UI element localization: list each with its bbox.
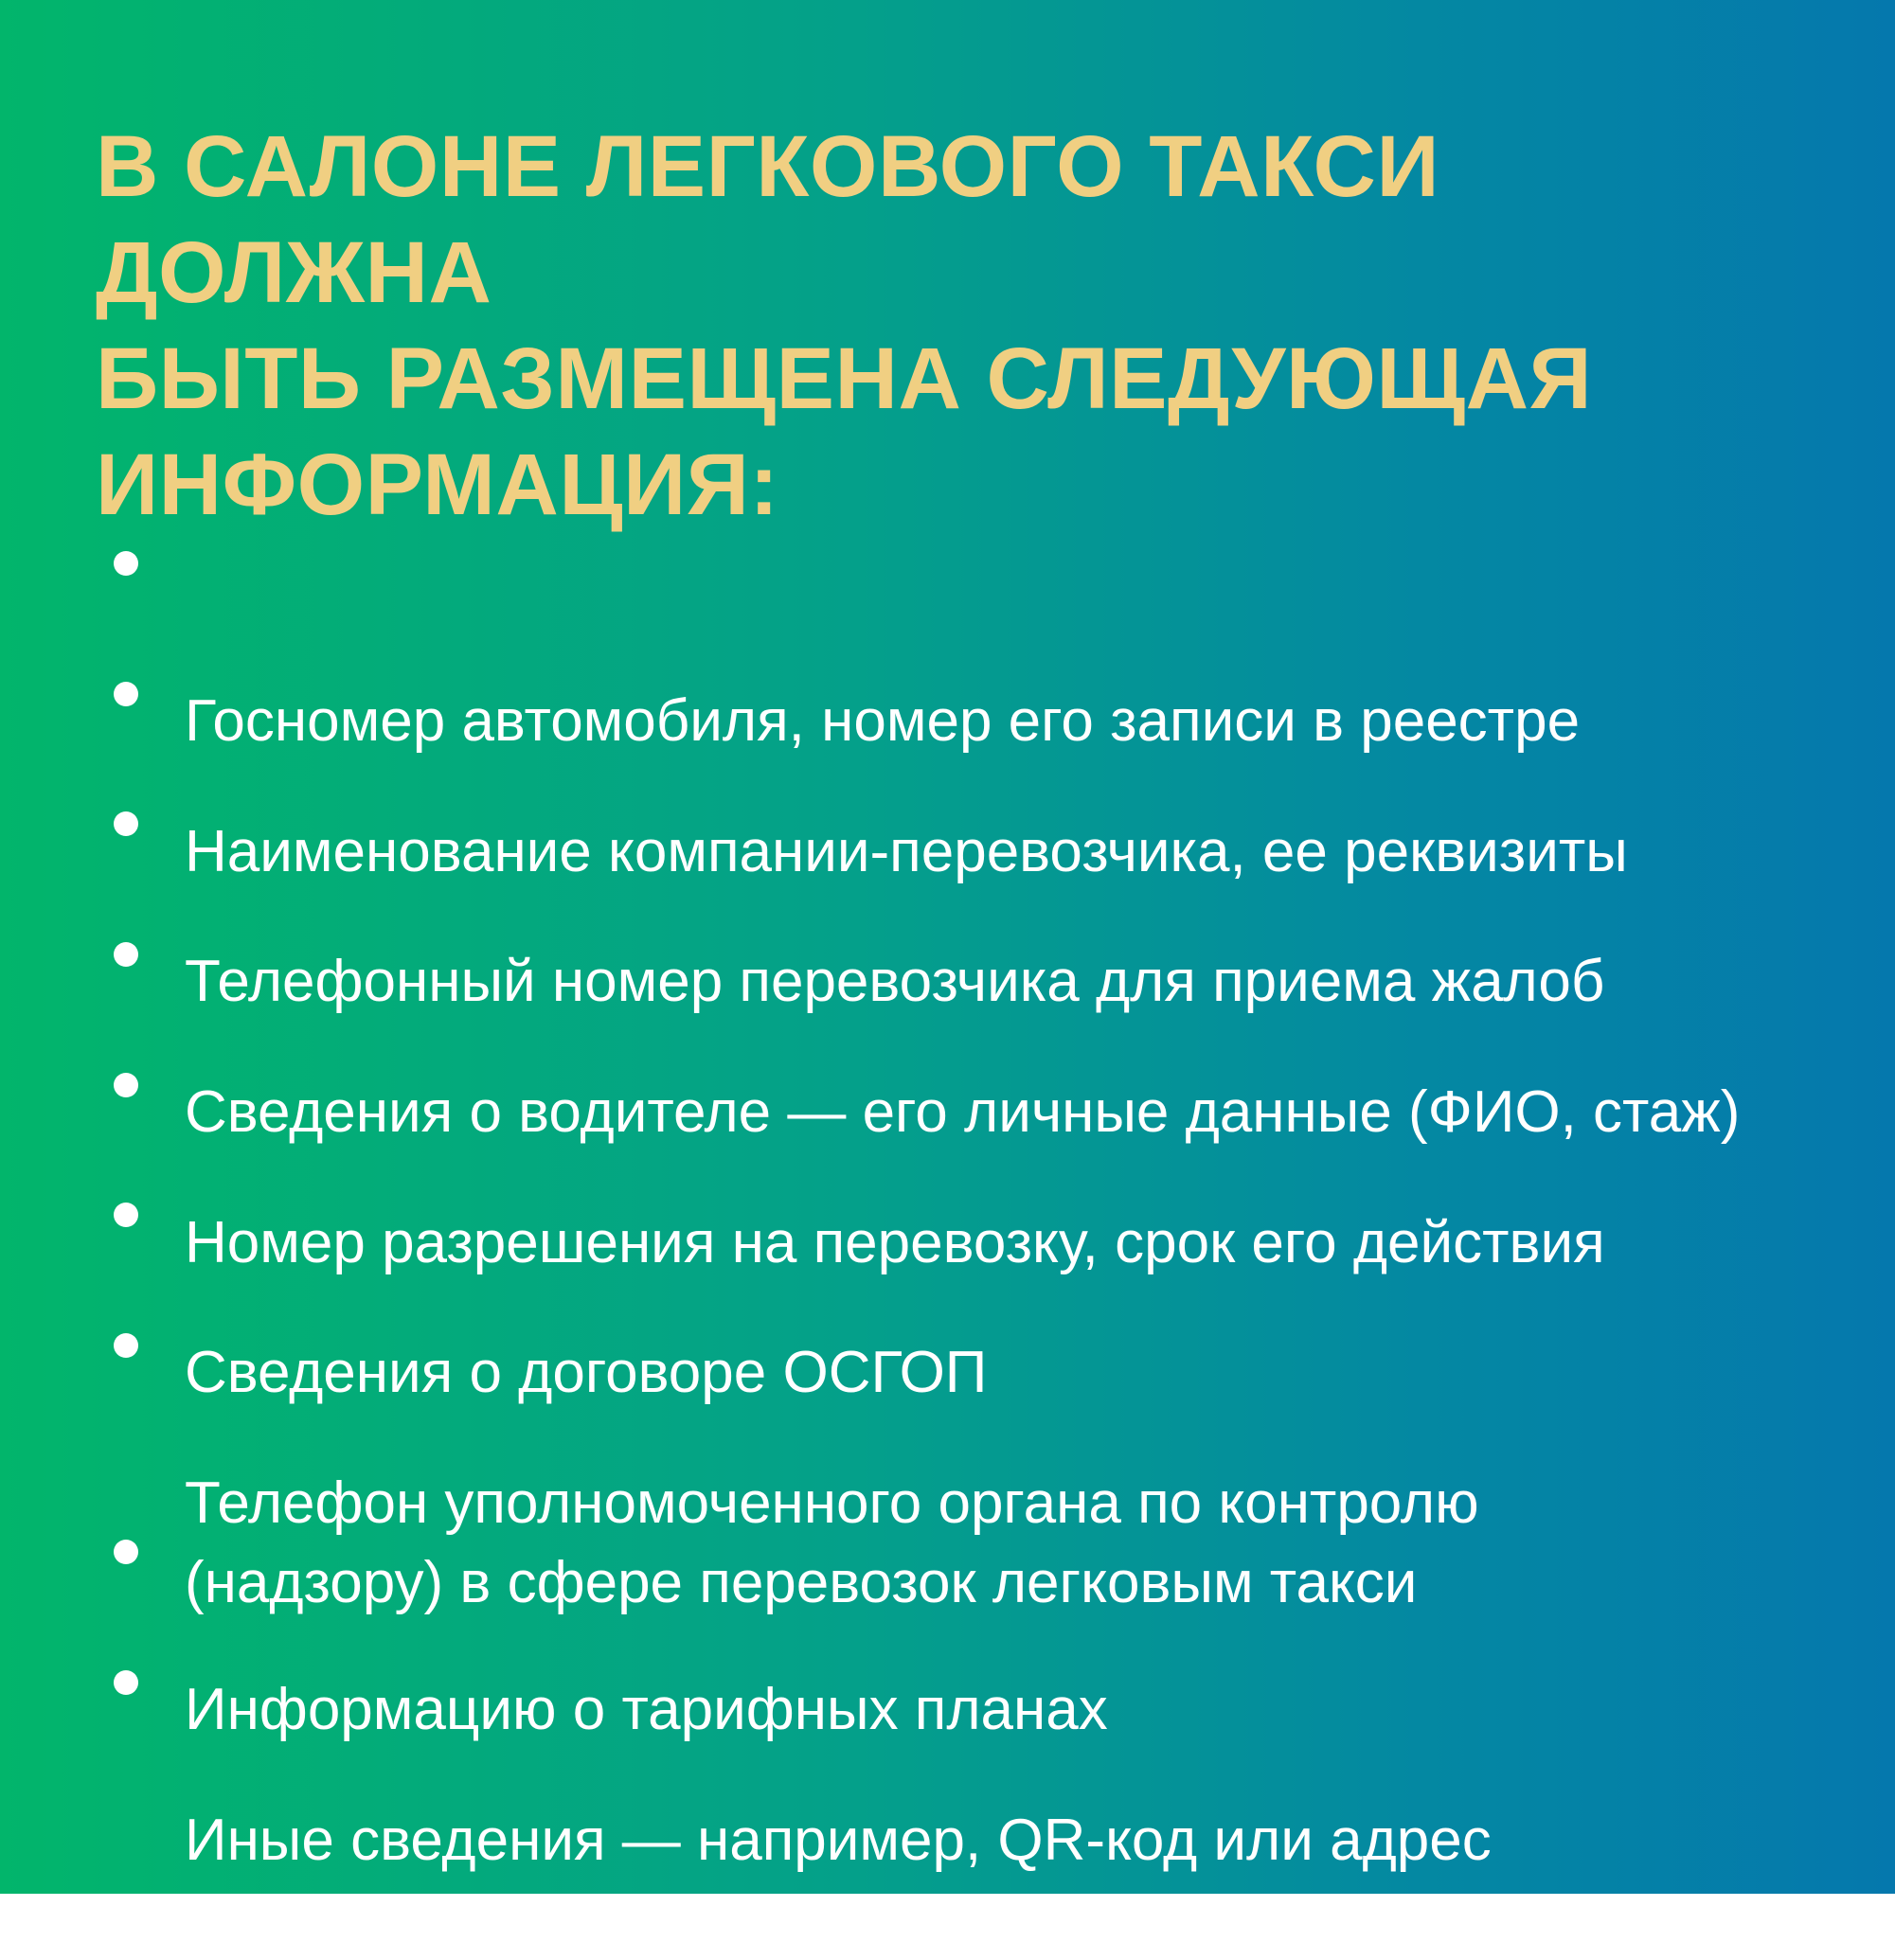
list-item-text: Телефонный номер перевозчика для приема жалоб xyxy=(185,949,1605,1014)
bullet-dot-icon xyxy=(114,1540,138,1564)
list-item-text: Сведения о водителе — его личные данные (ФИО, стаж) xyxy=(185,1079,1741,1145)
list-item-text: Госномер автомобиля, номер его записи в реестре xyxy=(185,688,1581,754)
bullet-dot-icon xyxy=(114,811,138,836)
list-item-text: Номер разрешения на перевозку, срок его действия xyxy=(185,1210,1605,1275)
bullet-dot-icon xyxy=(114,551,138,576)
list-item-text: Информацию о тарифных планах xyxy=(185,1677,1108,1742)
bullet-dot-icon xyxy=(114,682,138,706)
bullet-dot-icon xyxy=(114,1333,138,1358)
list-item-text: Телефон уполномоченного органа по контролю (надзору) в сфере перевозок легковым такси xyxy=(185,1470,1479,1615)
poster-heading: В САЛОНЕ ЛЕГКОВОГО ТАКСИ ДОЛЖНА БЫТЬ РАЗМЕЩЕНА СЛЕДУЮЩАЯ ИНФОРМАЦИЯ: xyxy=(96,118,1593,533)
list-item-text: Иные сведения — например, QR-код или адрес сайта перевозчика xyxy=(185,1808,1492,1952)
list-item-text: Наименование компании-перевозчика, ее реквизиты xyxy=(185,819,1628,884)
bullet-dot-icon xyxy=(114,1073,138,1097)
bullet-dot-icon xyxy=(114,942,138,967)
bullet-dot-icon xyxy=(114,1203,138,1227)
bullet-dot-icon xyxy=(114,1670,138,1695)
list-item xyxy=(185,1642,1814,1960)
list-item-text: Сведения о договоре ОСГОП xyxy=(185,1340,988,1405)
